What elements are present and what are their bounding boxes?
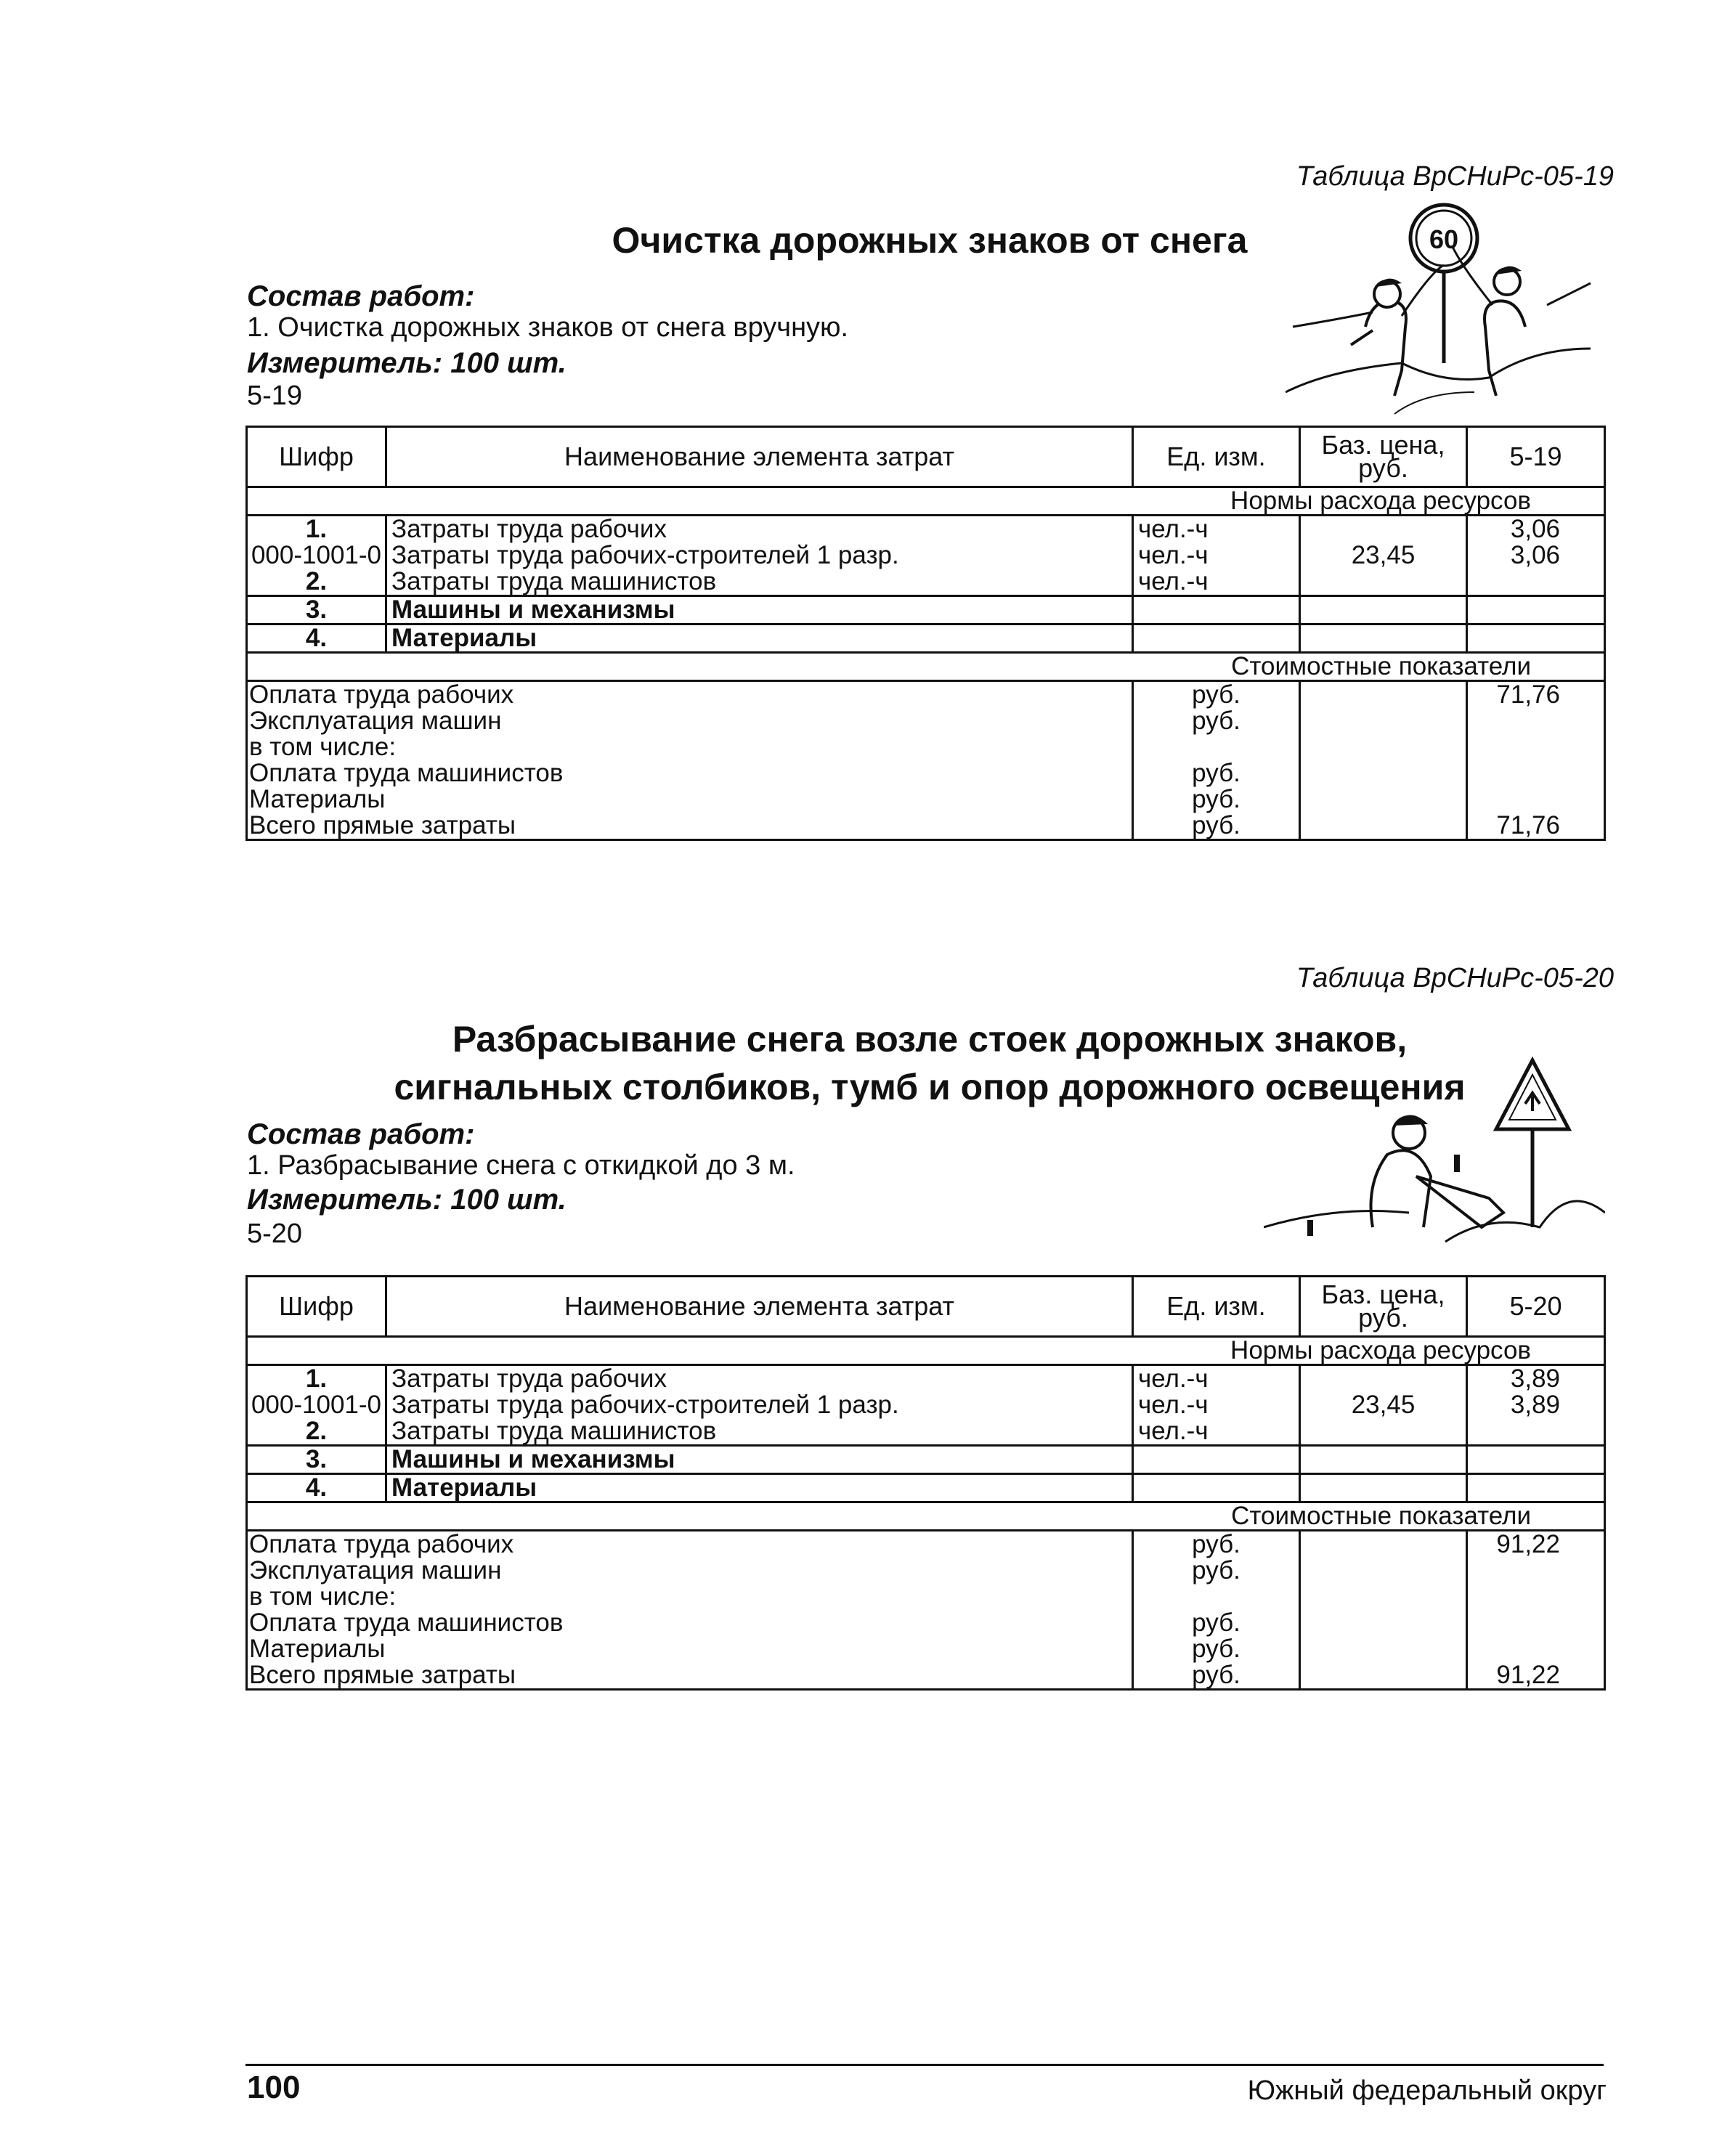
row-price (1300, 596, 1467, 625)
cost-name: Оплата труда машинистов (247, 1610, 1133, 1636)
row-unit (1133, 596, 1300, 625)
row-name: Машины и механизмы (386, 596, 1133, 625)
cost-row (247, 813, 1605, 840)
cost-unit: руб. (1133, 1662, 1300, 1690)
cost-row (247, 1662, 1605, 1690)
row-price: 23,45 (1300, 542, 1467, 569)
cost-value (1467, 734, 1605, 760)
measure-label: Измеритель: 100 шт. (247, 347, 566, 379)
row-value: 3,06 (1467, 516, 1605, 543)
row-value (1467, 1474, 1605, 1502)
row-code: 4. (247, 1474, 386, 1502)
row-price (1300, 625, 1467, 653)
col-header-unit: Ед. изм. (1133, 1277, 1300, 1337)
col-header-code: Шифр (247, 1277, 386, 1337)
cost-value: 71,76 (1467, 681, 1605, 709)
row-code: 2. (247, 569, 386, 596)
cost-row (247, 1610, 1605, 1636)
section-title-line-2: сигнальных столбиков, тумб и опор дорожного освещения (394, 1067, 1466, 1107)
col-header-price: Баз. цена, руб. (1300, 1277, 1467, 1337)
row-code: 4. (247, 625, 386, 653)
row-value (1467, 596, 1605, 625)
row-name: Машины и механизмы (386, 1446, 1133, 1474)
row-unit: чел.-ч (1133, 569, 1300, 596)
section-code: 5-20 (247, 1219, 303, 1249)
worker-shoveling-snow-illustration (1264, 1046, 1605, 1264)
row-code: 3. (247, 1446, 386, 1474)
cost-row (247, 1636, 1605, 1662)
cost-value (1467, 760, 1605, 786)
row-code: 1. (247, 1365, 386, 1393)
cost-row (247, 1531, 1605, 1558)
row-price (1300, 1418, 1467, 1446)
row-price (1300, 1474, 1467, 1502)
row-name: Затраты труда рабочих (386, 516, 1133, 543)
cost-unit: руб. (1133, 1636, 1300, 1662)
row-unit: чел.-ч (1133, 1418, 1300, 1446)
cost-name: Материалы (247, 1636, 1133, 1662)
row-price (1300, 569, 1467, 596)
cost-unit: руб. (1133, 813, 1300, 840)
norms-section-row (247, 487, 1605, 516)
cost-name: Оплата труда рабочих (247, 1531, 1133, 1558)
cost-row (247, 1584, 1605, 1610)
norms-section-row (247, 1337, 1605, 1365)
row-price (1300, 1365, 1467, 1393)
row-code: 2. (247, 1418, 386, 1446)
cost-row (247, 734, 1605, 760)
cost-name: в том числе: (247, 734, 1133, 760)
composition-item: 1. Очистка дорожных знаков от снега вручную. (247, 312, 849, 343)
col-header-name: Наименование элемента затрат (386, 1277, 1133, 1337)
table-row (247, 542, 1605, 569)
row-name: Материалы (386, 625, 1133, 653)
section-title-line-1: Разбрасывание снега возле стоек дорожных знаков, (452, 1019, 1408, 1059)
row-value: 3,89 (1467, 1365, 1605, 1393)
cost-name: Оплата труда рабочих (247, 681, 1133, 709)
row-unit (1133, 1474, 1300, 1502)
cost-row (247, 760, 1605, 786)
row-unit (1133, 1446, 1300, 1474)
table-row (247, 625, 1605, 653)
table-caption: Таблица ВрСНиРс-05-19 (1296, 161, 1614, 192)
cost-section-row (247, 1502, 1605, 1531)
cost-name: Эксплуатация машин (247, 708, 1133, 734)
cost-value (1467, 1558, 1605, 1584)
row-code: 3. (247, 596, 386, 625)
row-name: Затраты труда машинистов (386, 569, 1133, 596)
row-unit: чел.-ч (1133, 1365, 1300, 1393)
cost-unit: руб. (1133, 1558, 1300, 1584)
cost-unit: руб. (1133, 786, 1300, 813)
cost-value: 91,22 (1467, 1662, 1605, 1690)
row-price (1300, 516, 1467, 543)
cost-label: Стоимостные показатели (247, 1502, 1605, 1531)
row-unit (1133, 625, 1300, 653)
table-row (247, 1474, 1605, 1502)
cost-value (1467, 786, 1605, 813)
cost-label: Стоимостные показатели (247, 653, 1605, 681)
cost-unit (1133, 734, 1300, 760)
row-code: 000-1001-0 (247, 542, 386, 569)
col-header-code-value: 5-19 (1467, 427, 1605, 487)
col-header-price: Баз. цена, руб. (1300, 427, 1467, 487)
cost-row (247, 1558, 1605, 1584)
measure-label: Измеритель: 100 шт. (247, 1184, 566, 1216)
speed-limit-sign-text: 60 (1429, 224, 1459, 254)
section-code: 5-19 (247, 381, 303, 411)
table-row (247, 1392, 1605, 1418)
workers-cleaning-sign-illustration (1286, 196, 1605, 428)
cost-name: Эксплуатация машин (247, 1558, 1133, 1584)
row-name: Затраты труда рабочих-строителей 1 разр. (386, 542, 1133, 569)
cost-value: 71,76 (1467, 813, 1605, 840)
cost-value (1467, 1610, 1605, 1636)
norms-label: Нормы расхода ресурсов (247, 487, 1605, 516)
cost-unit: руб. (1133, 1531, 1300, 1558)
col-header-name: Наименование элемента затрат (386, 427, 1133, 487)
table-caption: Таблица ВрСНиРс-05-20 (1296, 963, 1614, 993)
row-name: Затраты труда рабочих (386, 1365, 1133, 1393)
row-value (1467, 569, 1605, 596)
cost-unit: руб. (1133, 681, 1300, 709)
row-code: 1. (247, 516, 386, 543)
row-name: Материалы (386, 1474, 1133, 1502)
row-value (1467, 625, 1605, 653)
cost-name: Оплата труда машинистов (247, 760, 1133, 786)
col-header-code: Шифр (247, 427, 386, 487)
cost-name: в том числе: (247, 1584, 1133, 1610)
footer-divider (245, 2064, 1604, 2066)
cost-row (247, 708, 1605, 734)
row-name: Затраты труда машинистов (386, 1418, 1133, 1446)
table-header-row (247, 427, 1605, 487)
section-title: Очистка дорожных знаков от снега (612, 220, 1248, 261)
col-header-code-value: 5-20 (1467, 1277, 1605, 1337)
row-value (1467, 1446, 1605, 1474)
cost-value (1467, 1636, 1605, 1662)
row-unit: чел.-ч (1133, 516, 1300, 543)
row-price (1300, 1446, 1467, 1474)
cost-value (1467, 1584, 1605, 1610)
footer-region: Южный федеральный округ (1247, 2075, 1607, 2106)
cost-name: Всего прямые затраты (247, 1662, 1133, 1690)
cost-value (1467, 708, 1605, 734)
row-code: 000-1001-0 (247, 1392, 386, 1418)
page-number: 100 (247, 2070, 301, 2105)
cost-row (247, 681, 1605, 709)
row-value (1467, 1418, 1605, 1446)
col-header-unit: Ед. изм. (1133, 427, 1300, 487)
composition-item: 1. Разбрасывание снега с откидкой до 3 м. (247, 1150, 795, 1181)
cost-row (247, 786, 1605, 813)
row-unit: чел.-ч (1133, 542, 1300, 569)
table-row (247, 596, 1605, 625)
norms-table (245, 1275, 1606, 1691)
table-row (247, 1446, 1605, 1474)
composition-label: Состав работ: (247, 1118, 475, 1150)
row-unit: чел.-ч (1133, 1392, 1300, 1418)
cost-name: Материалы (247, 786, 1133, 813)
row-name: Затраты труда рабочих-строителей 1 разр. (386, 1392, 1133, 1418)
cost-section-row (247, 653, 1605, 681)
table-header-row (247, 1277, 1605, 1337)
table-row (247, 569, 1605, 596)
composition-label: Состав работ: (247, 280, 475, 312)
cost-unit (1133, 1584, 1300, 1610)
table-row (247, 1365, 1605, 1393)
cost-unit: руб. (1133, 760, 1300, 786)
table-row (247, 516, 1605, 543)
table-row (247, 1418, 1605, 1446)
norms-table (245, 426, 1606, 841)
row-value: 3,89 (1467, 1392, 1605, 1418)
cost-unit: руб. (1133, 1610, 1300, 1636)
cost-value: 91,22 (1467, 1531, 1605, 1558)
cost-unit: руб. (1133, 708, 1300, 734)
cost-name: Всего прямые затраты (247, 813, 1133, 840)
row-value: 3,06 (1467, 542, 1605, 569)
norms-label: Нормы расхода ресурсов (247, 1337, 1605, 1365)
row-price: 23,45 (1300, 1392, 1467, 1418)
